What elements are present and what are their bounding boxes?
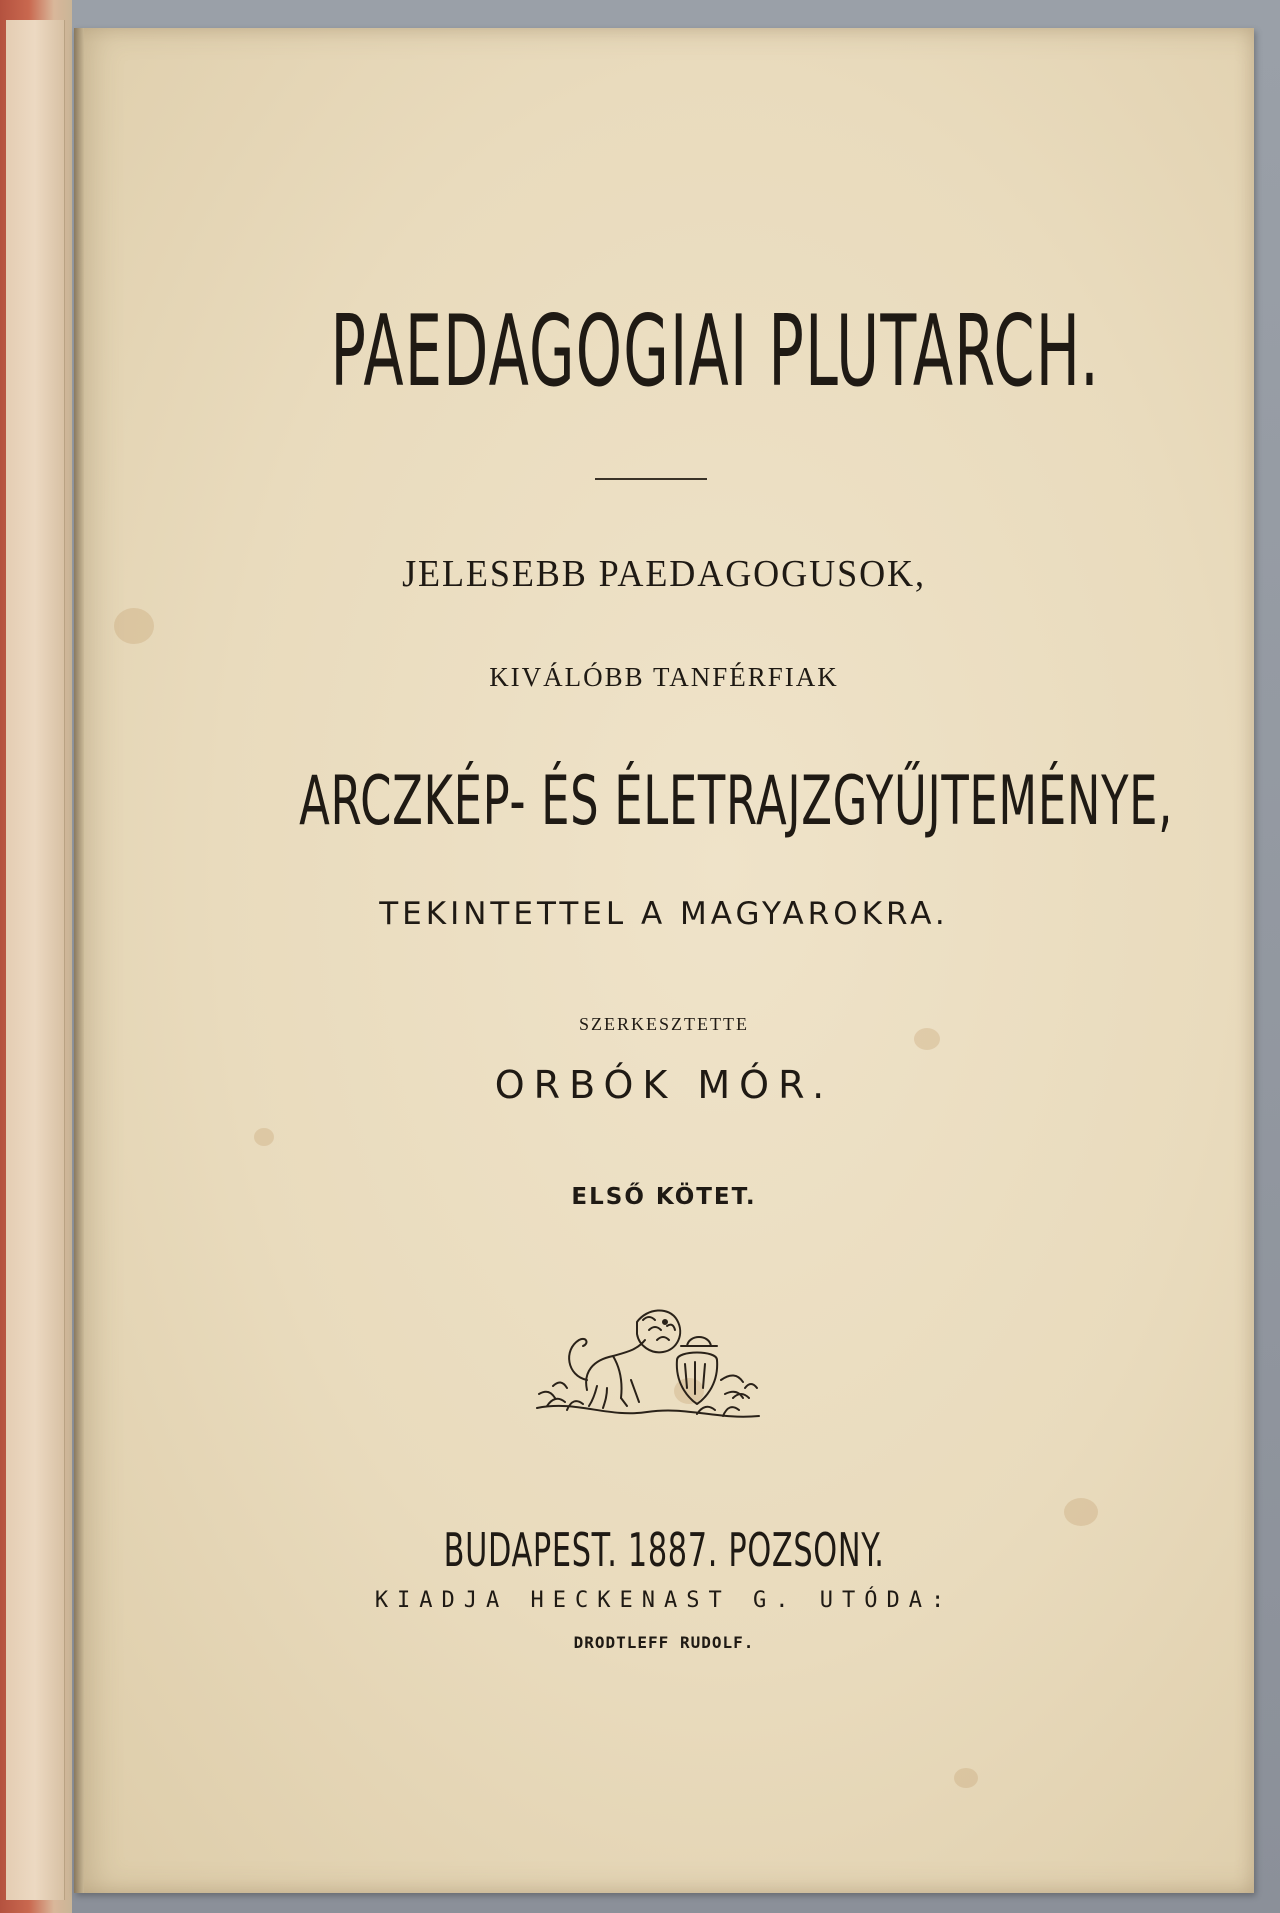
subtitle-line-2: KIVÁLÓBB TANFÉRFIAK — [489, 662, 839, 692]
book-title-block — [74, 295, 1254, 415]
foxing-spot — [954, 1768, 978, 1788]
volume-label: ELSŐ KÖTET. — [571, 1184, 757, 1210]
foxing-spot — [254, 1128, 274, 1146]
printer-line: DRODTLEFF RUDOLF. — [573, 1633, 755, 1652]
subtitle-line-1: JELESEBB PAEDAGOGUSOK, — [402, 553, 926, 595]
imprint-block — [74, 1523, 1254, 1577]
subtitle-line-4: TEKINTETTEL A MAGYAROKRA. — [379, 896, 949, 932]
book-title: PAEDAGOGIAI PLUTARCH. — [330, 295, 1100, 409]
foxing-spot — [1064, 1498, 1098, 1526]
publisher-line: KIADJA HECKENAST G. UTÓDA: — [374, 1588, 954, 1613]
book-endpaper-strip — [6, 20, 65, 1900]
title-divider-rule — [595, 478, 707, 480]
editor-name: ORBÓK MÓR. — [494, 1063, 834, 1107]
lion-crest-icon — [527, 1290, 767, 1440]
subtitle-line-3: ARCZKÉP- ÉS ÉLETRAJZGYŰJTEMÉNYE, — [299, 762, 1174, 841]
subtitle-line-3-block — [74, 762, 1254, 841]
editor-label: SZERKESZTETTE — [579, 1014, 749, 1034]
foxing-spot — [114, 608, 154, 644]
imprint-line: BUDAPEST. 1887. POZSONY. — [443, 1523, 885, 1577]
